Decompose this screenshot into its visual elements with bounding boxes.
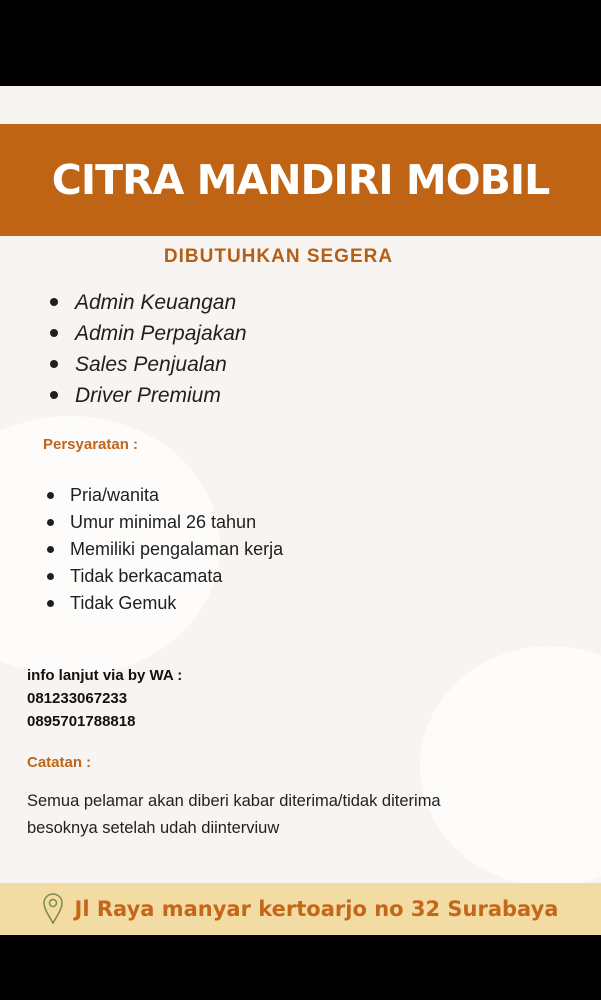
job-list xyxy=(50,287,247,411)
location-pin-icon xyxy=(43,893,63,925)
list-item: Admin Keuangan xyxy=(50,287,247,318)
note-line: besoknya setelah udah diinterviuw xyxy=(27,819,280,837)
subtitle: DIBUTUHKAN SEGERA xyxy=(163,246,394,267)
note-label: Catatan : xyxy=(27,754,92,771)
company-name: CITRA MANDIRI MOBIL xyxy=(51,156,550,204)
list-item: Sales Penjualan xyxy=(50,349,247,380)
address-text: Jl Raya manyar kertoarjo no 32 Surabaya xyxy=(74,897,559,921)
phone-number: 0895701788818 xyxy=(27,713,136,730)
job-poster xyxy=(0,86,601,935)
note-text xyxy=(27,788,441,842)
contact-info xyxy=(27,664,182,733)
requirements-label: Persyaratan : xyxy=(43,436,139,453)
phone-number: 081233067233 xyxy=(27,690,128,707)
list-item: Umur minimal 26 tahun xyxy=(47,509,283,536)
list-item: Memiliki pengalaman kerja xyxy=(47,536,283,563)
list-item: Driver Premium xyxy=(50,380,247,411)
list-item: Pria/wanita xyxy=(47,482,283,509)
address-footer xyxy=(0,883,601,935)
title-banner xyxy=(0,124,601,236)
list-item: Tidak Gemuk xyxy=(47,590,283,617)
list-item: Admin Perpajakan xyxy=(50,318,247,349)
requirements-list xyxy=(47,482,283,617)
contact-label: info lanjut via by WA : xyxy=(27,667,183,684)
list-item: Tidak berkacamata xyxy=(47,563,283,590)
background-shape xyxy=(420,646,601,886)
note-line: Semua pelamar akan diberi kabar diterima/tidak diterima xyxy=(27,792,441,810)
